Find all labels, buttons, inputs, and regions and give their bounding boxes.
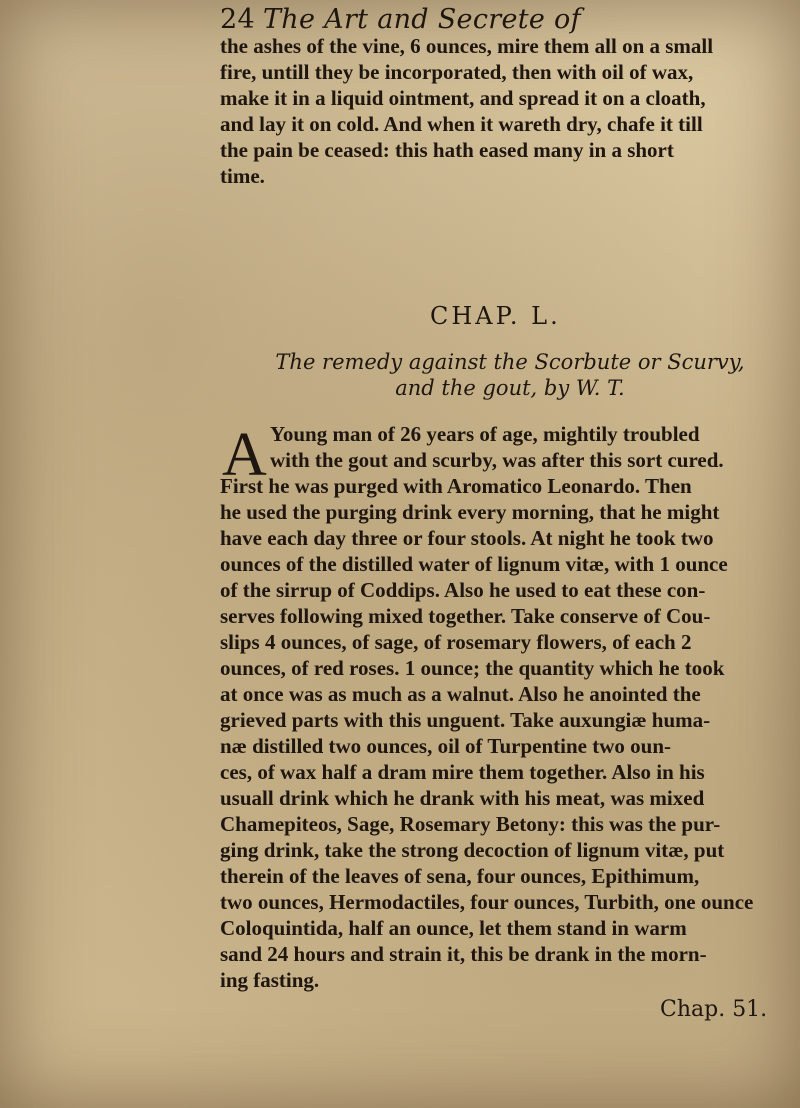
text-line: two ounces, Hermodactiles, four ounces, Turbith, one ounce: [220, 890, 754, 914]
text-line: næ distilled two ounces, oil of Turpentine two oun-: [220, 734, 671, 758]
text-line: of the sirrup of Coddips. Also he used to eat these con-: [220, 578, 706, 602]
chapter-title-line: The remedy against the Scorbute or Scurvy,: [275, 350, 745, 374]
text-line: Chamepiteos, Sage, Rosemary Betony: this was the pur-: [220, 812, 721, 836]
text-line: sand 24 hours and strain it, this be drank in the morn-: [220, 942, 707, 966]
catchword: Chap. 51.: [660, 997, 768, 1022]
chapter-heading: CHAP. L.: [430, 302, 561, 330]
text-line: usuall drink which he drank with his meat, was mixed: [220, 786, 705, 810]
text-line: the ashes of the vine, 6 ounces, mire them all on a small: [220, 34, 714, 58]
running-title: The Art and Secrete of: [263, 4, 581, 35]
text-line: the pain be ceased: this hath eased many in a short: [220, 138, 674, 162]
text-line: ging drink, take the strong decoction of lignum vitæ, put: [220, 838, 725, 862]
drop-cap: A: [222, 421, 267, 489]
text-line: ounces of the distilled water of lignum vitæ, with 1 ounce: [220, 552, 728, 576]
text-line: First he was purged with Aromatico Leonardo. Then: [220, 474, 692, 498]
text-line: grieved parts with this unguent. Take auxungiæ huma-: [220, 708, 711, 732]
text-line: therein of the leaves of sena, four ounces, Epithimum,: [220, 864, 700, 888]
text-line: have each day three or four stools. At night he took two: [220, 526, 714, 550]
text-line: slips 4 ounces, of sage, of rosemary flowers, of each 2: [220, 630, 692, 654]
text-line: serves following mixed together. Take conserve of Cou-: [220, 604, 711, 628]
text-line: ces, of wax half a dram mire them together. Also in his: [220, 760, 705, 784]
text-line: fire, untill they be incorporated, then with oil of wax,: [220, 60, 694, 84]
text-line: and lay it on cold. And when it wareth dry, chafe it till: [220, 112, 703, 136]
text-line: he used the purging drink every morning, that he might: [220, 500, 720, 524]
page-number: 24: [220, 4, 255, 35]
text-line: with the gout and scurby, was after this sort cured.: [270, 448, 724, 472]
chapter-title-line: and the gout, by W. T.: [395, 376, 625, 400]
running-head: [220, 4, 720, 35]
text-line: ounces, of red roses. 1 ounce; the quantity which he took: [220, 656, 725, 680]
text-line: Coloquintida, half an ounce, let them stand in warm: [220, 916, 687, 940]
text-line: ing fasting.: [220, 968, 320, 992]
text-line: make it in a liquid ointment, and spread it on a cloath,: [220, 86, 706, 110]
text-line: time.: [220, 164, 265, 188]
text-line: at once was as much as a walnut. Also he anointed the: [220, 682, 701, 706]
text-line: Young man of 26 years of age, mightily troubled: [270, 422, 700, 446]
